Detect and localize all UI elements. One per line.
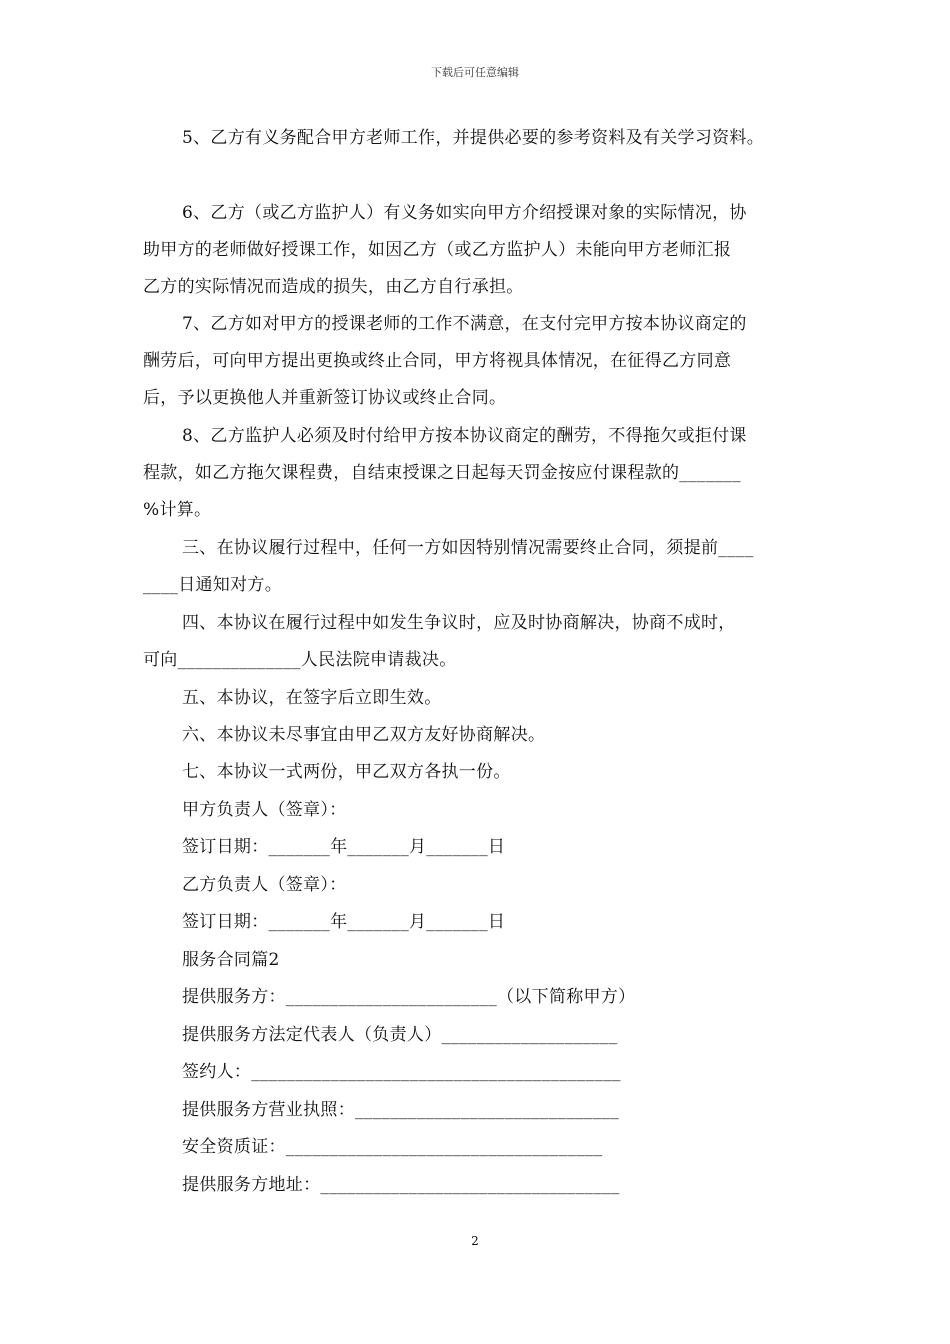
article-seven: 七、本协议一式两份，甲乙双方各执一份。 bbox=[182, 762, 511, 782]
article-five: 五、本协议，在签字后立即生效。 bbox=[182, 688, 442, 708]
clause-6-line-2: 助甲方的老师做好授课工作，如因乙方（或乙方监护人）未能向甲方老师汇报 bbox=[143, 240, 732, 260]
clause-7-line-2: 酬劳后，可向甲方提出更换或终止合同，甲方将视具体情况，在征得乙方同意 bbox=[143, 351, 732, 371]
clause-5: 5、乙方有义务配合甲方老师工作，并提供必要的参考资料及有关学习资料。 bbox=[182, 128, 765, 148]
party-a-signature: 甲方负责人（签章）： bbox=[182, 800, 347, 820]
clause-8-line-1: 8、乙方监护人必须及时付给甲方按本协议商定的酬劳，不得拖欠或拒付课 bbox=[182, 426, 747, 446]
signatory-line: 签约人：__________________________________________ bbox=[182, 1062, 621, 1082]
provider-address-line: 提供服务方地址：__________________________________ bbox=[182, 1175, 620, 1195]
article-four-line-1: 四、本协议在履行过程中如发生争议时，应及时协商解决，协商不成时， bbox=[182, 613, 736, 633]
safety-certificate-line: 安全资质证：____________________________________ bbox=[182, 1137, 603, 1157]
clause-7-line-3: 后，予以更换他人并重新签订协议或终止合同。 bbox=[143, 388, 507, 408]
provider-representative-line: 提供服务方法定代表人（负责人）____________________ bbox=[182, 1025, 618, 1045]
contract-2-title: 服务合同篇2 bbox=[182, 950, 280, 970]
party-b-signature: 乙方负责人（签章）： bbox=[182, 875, 347, 895]
party-a-date: 签订日期：_______年_______月_______日 bbox=[182, 837, 506, 857]
clause-8-line-3: %计算。 bbox=[143, 500, 212, 520]
article-three-line-1: 三、在协议履行过程中，任何一方如因特别情况需要终止合同，须提前____ bbox=[182, 538, 754, 558]
page-number: 2 bbox=[471, 1234, 479, 1248]
clause-8-line-2: 程款，如乙方拖欠课程费，自结束授课之日起每天罚金按应付课程款的_______ bbox=[143, 463, 741, 483]
clause-7-line-1: 7、乙方如对甲方的授课老师的工作不满意，在支付完甲方按本协议商定的 bbox=[182, 314, 747, 334]
provider-line: 提供服务方：________________________（以下简称甲方） bbox=[182, 987, 636, 1007]
article-three-line-2: ____日通知对方。 bbox=[143, 575, 282, 595]
clause-6-line-1: 6、乙方（或乙方监护人）有义务如实向甲方介绍授课对象的实际情况，协 bbox=[182, 203, 747, 223]
business-license-line: 提供服务方营业执照：______________________________ bbox=[182, 1100, 619, 1120]
article-six: 六、本协议未尽事宜由甲乙双方友好协商解决。 bbox=[182, 725, 546, 745]
party-b-date: 签订日期：_______年_______月_______日 bbox=[182, 912, 506, 932]
clause-6-line-3: 乙方的实际情况而造成的损失，由乙方自行承担。 bbox=[143, 277, 524, 297]
page-header: 下载后可任意编辑 bbox=[431, 66, 519, 79]
article-four-line-2: 可向______________人民法院申请裁决。 bbox=[143, 650, 457, 670]
